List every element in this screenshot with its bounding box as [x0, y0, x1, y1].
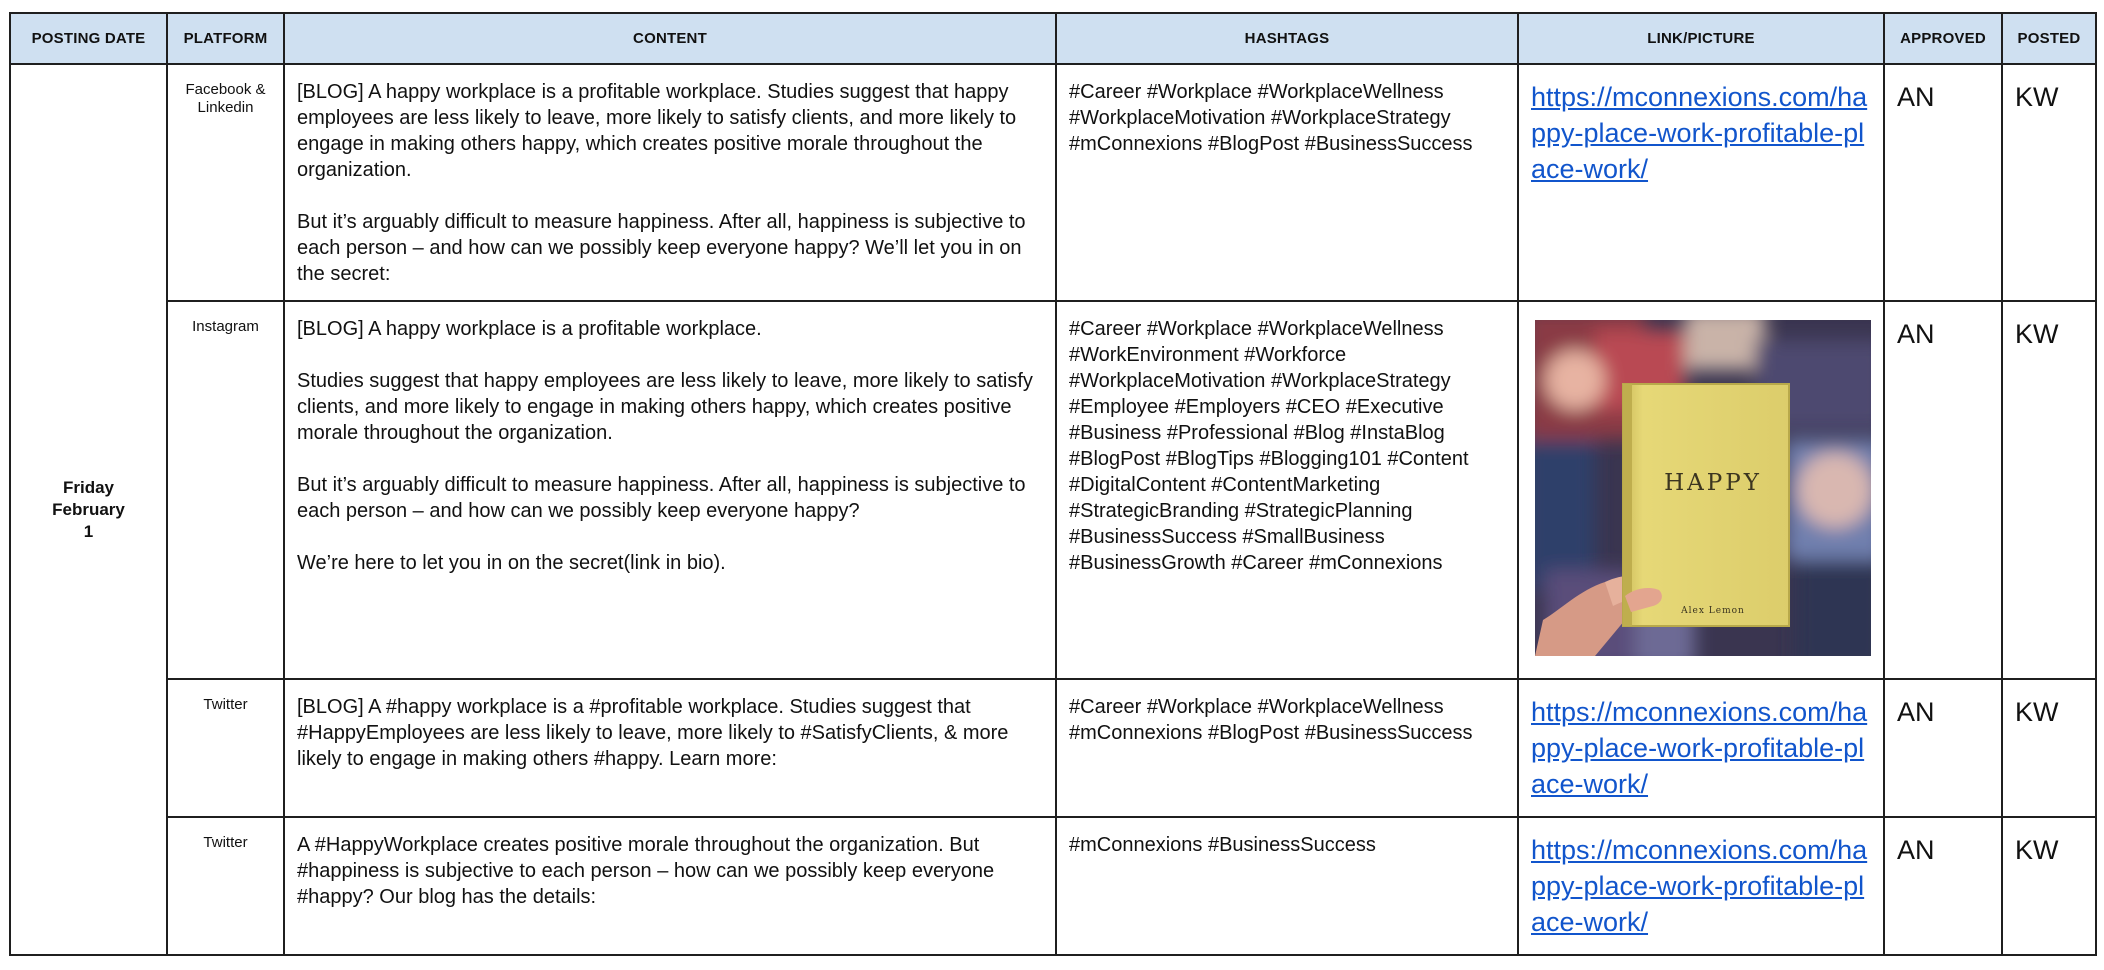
table-row [10, 301, 2096, 679]
content-paragraph: Studies suggest that happy employees are less likely to leave, more likely to satisfy clients, and more likely to engage in making others happy, which creates positive morale throughout the organization. [297, 370, 1033, 444]
header-platform: PLATFORM [167, 13, 284, 64]
header-link-picture: LINK/PICTURE [1518, 13, 1884, 64]
posted-cell[interactable]: KW [2002, 301, 2096, 679]
table-row [10, 679, 2096, 817]
blog-link[interactable]: https://mconnexions.com/happy-place-work-profitable-place-work/ [1531, 82, 1868, 184]
happy-book-photo[interactable] [1535, 320, 1871, 656]
header-content: CONTENT [284, 13, 1056, 64]
table-row [10, 64, 2096, 301]
content-paragraph: [BLOG] A #happy workplace is a #profitable workplace. Studies suggest that #HappyEmployees are less likely to leave, more likely to #SatisfyClients, & more likely to engage in making others #happy. Learn more: [297, 696, 1009, 770]
approved-cell[interactable]: AN [1884, 817, 2002, 955]
content-cell[interactable] [284, 64, 1056, 301]
header-approved: APPROVED [1884, 13, 2002, 64]
content-paragraph: A #HappyWorkplace creates positive morale throughout the organization. But #happiness is subjective to each person – how can we possibly keep everyone #happy? Our blog has the details: [297, 834, 995, 908]
approved-cell[interactable]: AN [1884, 679, 2002, 817]
book-author: Alex Lemon [1681, 606, 1745, 616]
blog-link[interactable]: https://mconnexions.com/happy-place-work-profitable-place-work/ [1531, 697, 1868, 799]
picture-cell [1518, 301, 1884, 679]
posted-cell[interactable]: KW [2002, 817, 2096, 955]
link-cell [1518, 679, 1884, 817]
posted-cell[interactable]: KW [2002, 64, 2096, 301]
header-posting-date: POSTING DATE [10, 13, 167, 64]
content-calendar [9, 12, 2095, 956]
content-paragraph: We’re here to let you in on the secret(link in bio). [297, 552, 726, 574]
table-row [10, 817, 2096, 955]
content-paragraph: [BLOG] A happy workplace is a profitable workplace. Studies suggest that happy employees are less likely to leave, more likely to satisfy clients, and more likely to engage in making others happy, which creates positive morale throughout the organization. [297, 81, 1017, 181]
hashtags-cell[interactable]: #mConnexions #BusinessSuccess [1056, 817, 1518, 955]
platform-cell: Instagram [167, 301, 284, 679]
platform-cell: Twitter [167, 679, 284, 817]
header-posted: POSTED [2002, 13, 2096, 64]
content-paragraph: But it’s arguably difficult to measure happiness. After all, happiness is subjective to each person – and how can we possibly keep everyone happy? [297, 474, 1026, 522]
approved-cell[interactable]: AN [1884, 64, 2002, 301]
link-cell [1518, 817, 1884, 955]
platform-cell: Facebook & Linkedin [167, 64, 284, 301]
book-title: HAPPY [1664, 470, 1762, 496]
date-weekday: Friday [62, 477, 115, 497]
header-row [10, 13, 2096, 64]
platform-cell: Twitter [167, 817, 284, 955]
date-month: February [52, 499, 125, 519]
content-calendar-table [9, 12, 2097, 956]
date-day: 1 [83, 521, 94, 541]
content-cell[interactable] [284, 679, 1056, 817]
hashtags-cell[interactable]: #Career #Workplace #WorkplaceWellness #mConnexions #BlogPost #BusinessSuccess [1056, 679, 1518, 817]
hashtags-cell[interactable]: #Career #Workplace #WorkplaceWellness #WorkplaceMotivation #WorkplaceStrategy #mConnexions #BlogPost #BusinessSuccess [1056, 64, 1518, 301]
hashtags-cell[interactable]: #Career #Workplace #WorkplaceWellness #WorkEnvironment #Workforce #WorkplaceMotivation #WorkplaceStrategy #Employee #Employers #CEO #Executive #Business #Professional #Blog #InstaBlog #BlogPost #BlogTips #Blogging101 #Content #DigitalContent #ContentMarketing #StrategicBranding #StrategicPlanning #BusinessSuccess #SmallBusiness #BusinessGrowth #Career #mConnexions [1056, 301, 1518, 679]
posted-cell[interactable]: KW [2002, 679, 2096, 817]
blog-link[interactable]: https://mconnexions.com/happy-place-work-profitable-place-work/ [1531, 835, 1868, 937]
content-cell[interactable] [284, 301, 1056, 679]
content-paragraph: But it’s arguably difficult to measure happiness. After all, happiness is subjective to each person – and how can we possibly keep everyone happy? We’ll let you in on the secret: [297, 211, 1026, 285]
posting-date-cell [10, 64, 167, 955]
content-cell[interactable] [284, 817, 1056, 955]
header-hashtags: HASHTAGS [1056, 13, 1518, 64]
content-paragraph: [BLOG] A happy workplace is a profitable workplace. [297, 318, 762, 340]
approved-cell[interactable]: AN [1884, 301, 2002, 679]
link-cell [1518, 64, 1884, 301]
